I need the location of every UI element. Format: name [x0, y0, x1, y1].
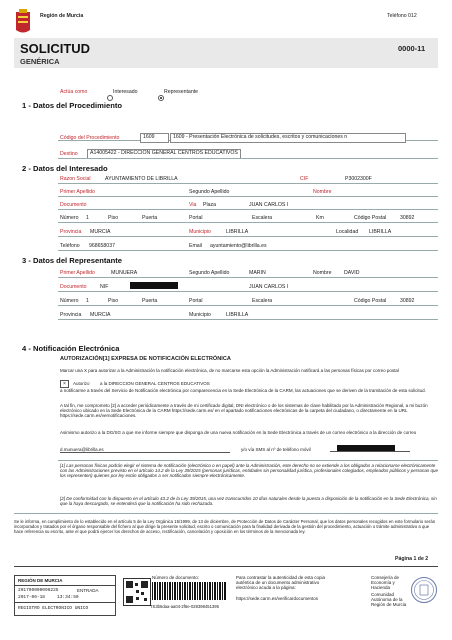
reg-time: 13:34:50 — [57, 595, 79, 600]
form-code: 0000-11 — [398, 44, 426, 53]
rep-num-label: Número — [60, 298, 79, 304]
tel-label: Teléfono — [60, 243, 80, 249]
email-value: ayuntamiento@librilla.es — [210, 243, 267, 249]
rep-mun-value: LIBRILLA — [226, 312, 249, 318]
loc-label: Localidad — [336, 229, 359, 235]
calle-value: JUAN CARLOS I — [249, 202, 289, 208]
codigo-label: Código del Procedimiento — [60, 135, 120, 141]
dept-name-2: Comunidad Autónoma de la Región de Murcia — [371, 592, 407, 608]
rep-ap1-label: Primer Apellido — [60, 270, 95, 276]
autorizo-label: Autorizo — [73, 381, 90, 386]
sms-field[interactable] — [330, 451, 410, 452]
verify-url: https://sede.carm.es/verificardocumentos — [236, 596, 319, 601]
cif-value: P3002300F — [345, 176, 372, 182]
piso-label: Piso — [108, 215, 119, 221]
rep-calle-value: JUAN CARLOS I — [249, 284, 289, 290]
rep-prov-value: MURCIA — [90, 312, 111, 318]
ap1-label: Primer Apellido — [60, 189, 95, 195]
reg-date: 2017-06-18 — [18, 595, 46, 600]
dept-name: Consejería de Economía y Hacienda — [371, 575, 400, 591]
nombre-label: Nombre — [313, 189, 332, 195]
rep-escalera-label: Escalera — [252, 298, 273, 304]
region-logo — [14, 8, 32, 34]
auth-title: AUTORIZACIÓN[1] EXPRESA DE NOTIFICACIÓN ELECTRÓNICA — [60, 356, 231, 362]
loc-value: LIBRILLA — [369, 229, 392, 235]
rep-cp-label: Código Postal — [354, 298, 387, 304]
escalera-label: Escalera — [252, 215, 273, 221]
page-number: Página 1 de 2 — [395, 556, 429, 562]
tel-value: 968658037 — [89, 243, 115, 249]
radio-interesado-label: Interesado — [113, 89, 138, 95]
doc-label: Documento — [60, 202, 87, 208]
qr-code-icon — [123, 578, 151, 606]
cp-value: 30892 — [400, 215, 415, 221]
cp-label: Código Postal — [354, 215, 387, 221]
codigo-field[interactable]: 1609 — [140, 133, 169, 143]
rep-cp-value: 30892 — [400, 298, 415, 304]
puerta-label: Puerta — [142, 215, 158, 221]
cif-label: CIF — [300, 176, 309, 182]
via-label: Via — [189, 202, 197, 208]
rep-ap1-value: MUNUERA — [111, 270, 138, 276]
rep-nombre-value: DAVID — [344, 270, 360, 276]
reg-type: ENTRADA — [77, 588, 99, 593]
legal-text: Se le informa, en cumplimiento de lo establecido en el artículo 5 de la Ley Orgánica 15/1999, de 13 de diciembre, de Protección de Datos de Carácter Personal, que los datos personales recogidos en este formulario serán incorporados y tratados por el órgano responsable del fichero al que dirige la presente solicitud, escrito o comunicación para la finalidad derivada de la gestión del procedimiento, actuación o trámite administrativo a que hace referencia su escrito, ante el que podrá ejercer los derechos de acceso, rectificación, cancelación y oposición en los términos de la mencionada ley. — [14, 519, 436, 535]
form-subtitle: GENÉRICA — [20, 57, 60, 66]
form-title: SOLICITUD — [20, 41, 91, 56]
barcode — [152, 582, 226, 600]
note-1: [1] Las personas físicas podrán elegir el sistema de notificación (electrónico o en papel) ante la Administración, este derecho no se extiende a los obligados a relacionarse electrónicamente con las Administraciones previsto en el artículo 14.2 de la Ley 39/2015 (personas jurídicas, entidades sin personalidad jurídica, profesionales colegiados, empleados públicos y personas que los representen) quienes por ley están obligados a ser notificados siempre electrónicamente. — [60, 463, 439, 479]
razon-value: AYUNTAMIENTO DE LIBRILLA — [105, 176, 178, 182]
section-1-title: 1 - Datos del Procedimiento — [22, 101, 123, 110]
prov-label: Provincia — [60, 229, 82, 235]
num-value: 1 — [86, 215, 89, 221]
doc-number: TS3b6daa-aa04-2f6e-028398451395 — [150, 604, 219, 609]
acting-label: Actúa como — [60, 89, 88, 95]
section-2-title: 2 - Datos del Interesado — [22, 164, 108, 173]
portal-label: Portal — [189, 215, 203, 221]
km-label: Km — [316, 215, 324, 221]
phone-text: Teléfono 012 — [387, 13, 417, 19]
email-label: Email — [189, 243, 202, 249]
rep-piso-label: Piso — [108, 298, 119, 304]
rep-doc-label: Documento — [60, 284, 87, 290]
destino-field[interactable]: A14005422 - DIRECCION GENERAL CENTROS EDUCATIVOS — [87, 149, 241, 159]
redacted-phone — [337, 445, 395, 451]
razon-label: Razon Social — [60, 176, 91, 182]
prov-value: MURCIA — [90, 229, 111, 235]
doc-number-label: Número de documento: — [152, 575, 200, 580]
auth-p1: Marcar una X para autorizar a la Administración la notificación electrónica, de no marcarse esta opción la Administración notificará a las personas físicas por correo postal — [60, 368, 399, 373]
redacted-nif — [130, 282, 178, 289]
via-value: Plaza — [203, 202, 216, 208]
auth-p4: Asimismo autorizo a la DG/SG a que me informe siempre que disponga de una nueva notificación en la Sede Electrónica a través de un correo electrónico a la dirección de correo — [60, 430, 417, 435]
registry-stamp — [14, 575, 116, 616]
rep-nombre-label: Nombre — [313, 270, 332, 276]
rep-doc-value: NIF — [100, 284, 109, 290]
rep-portal-label: Portal — [189, 298, 203, 304]
destino-label: Destino — [60, 151, 78, 157]
auth-p2: a notificarme a través del Servicio de Notificación electrónica por comparecencia en la Sede Electrónica de la CARM, las actuaciones que se deriven de la tramitación de esta solicitud. — [60, 388, 426, 393]
autorizo-rest: a la DIRECCION GENERAL CENTROS EDUCATIVOS — [100, 381, 210, 386]
radio-representante-label: Representante — [164, 89, 199, 95]
org-name: Región de Murcia — [40, 13, 84, 19]
mun-label: Municipio — [189, 229, 211, 235]
codigo-desc-field[interactable]: 1609 - Presentación Electrónica de solicitudes, escritos y comunicaciones n — [170, 133, 406, 143]
rep-num-value: 1 — [86, 298, 89, 304]
sms-label: y/o vía SMS al nº de teléfono móvil — [241, 447, 311, 452]
note-2: [2] De conformidad con lo dispuesto en el artículo 43.2 de la Ley 39/2015, una vez transcurridos 10 días naturales desde la puesta a disposición de la notificación en la Sede Electrónica, sin que la haya descargado, se entenderá que la notificación ha sido rechazada. — [60, 496, 437, 507]
section-4-title: 4 - Notificación Electrónica — [22, 344, 120, 353]
section-3-title: 3 - Datos del Representante — [22, 256, 123, 265]
ap2-label: Segundo Apellido — [189, 189, 230, 195]
rep-ap2-label: Segundo Apellido — [189, 270, 230, 276]
auth-p3: A tal fin, me comprometo [2] a acceder periódicamente a través de mi certificado digital, DNI electrónico o de los sistemas de clave habilitado por la Administración Regional, a mi buzón electrónico ubicado en la Sede Electrónica de la CARM https://sede.carm.es/ en el apartado notificaciones electrónicas de la carpeta del ciudadano, o directamente en la URL https://sede.carm.es/vernotificaciones. — [60, 403, 428, 419]
verify-text: Para contrastar la autenticidad de esta copia auténtica de un documento administrativo electrónico acuda a la página: — [236, 575, 326, 591]
notif-email-field[interactable]: d.munuera@librilla.es — [60, 447, 230, 453]
autorizo-checkbox[interactable]: × — [60, 380, 69, 388]
reg-number: 201790000096225 — [18, 588, 59, 593]
reg-system: REGISTRO ELECTRONICO UNICO — [18, 606, 89, 611]
rep-ap2-value: MARIN — [249, 270, 266, 276]
rep-prov-label: Provincia — [60, 312, 82, 318]
rep-mun-label: Municipio — [189, 312, 211, 318]
num-label: Número — [60, 215, 79, 221]
seal-icon — [410, 576, 438, 604]
mun-value: LIBRILLA — [226, 229, 249, 235]
rep-puerta-label: Puerta — [142, 298, 158, 304]
reg-title: REGIÓN DE MURCIA — [18, 578, 63, 583]
